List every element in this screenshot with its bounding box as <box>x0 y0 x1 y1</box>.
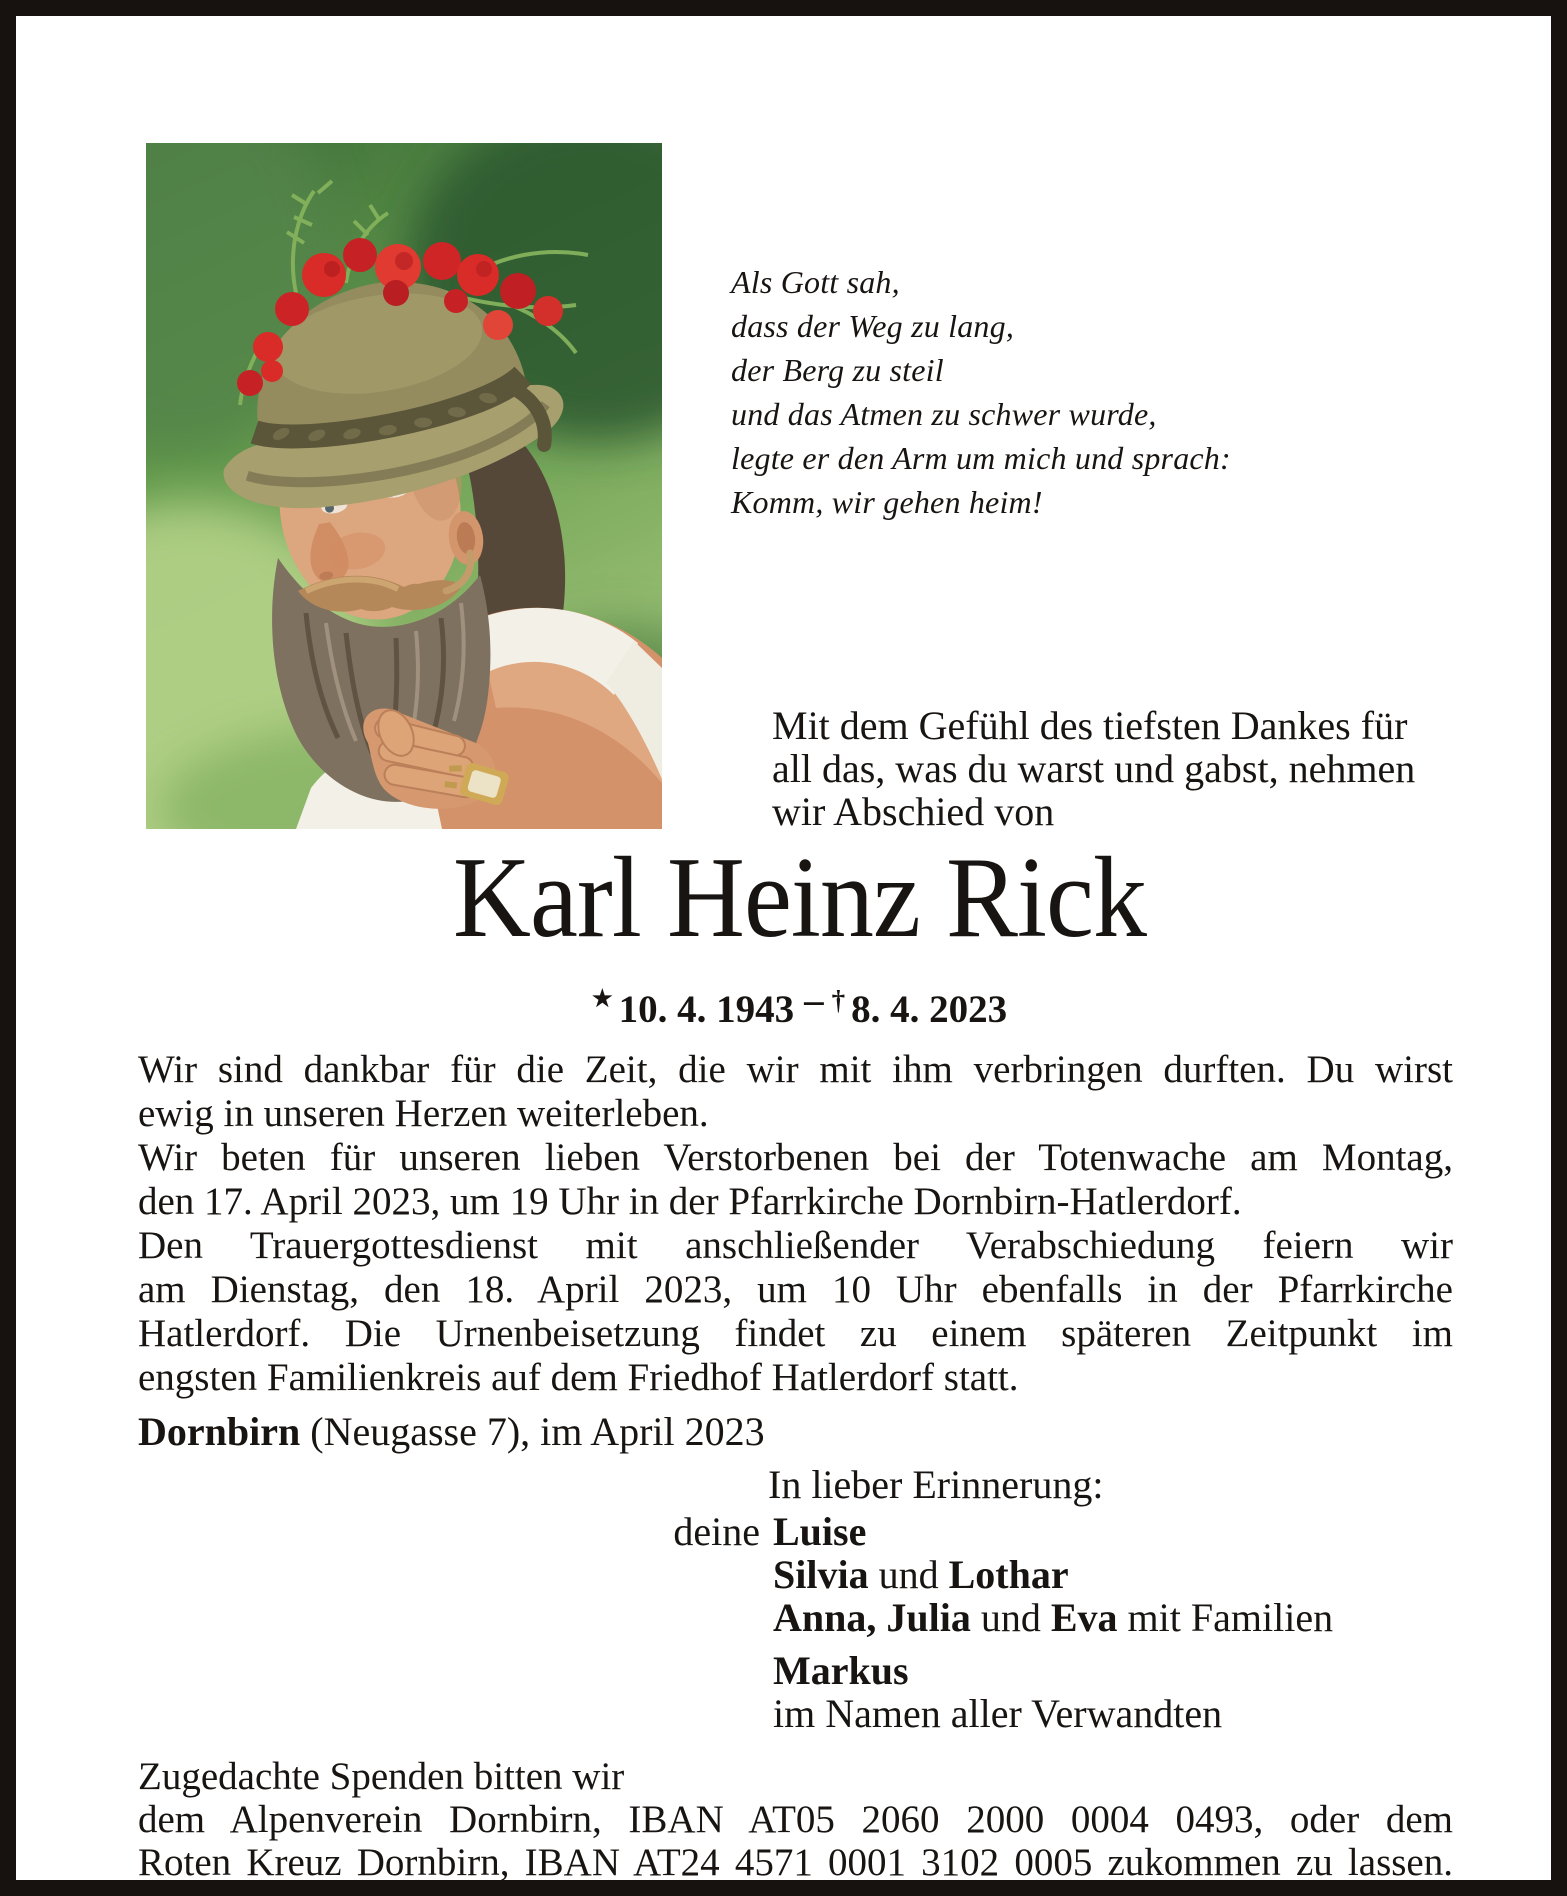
text-line: Wir sind dankbar für die Zeit, die wir mit ihm verbringen durften. Du wirst <box>138 1048 1453 1091</box>
memorial-row <box>773 1692 1333 1735</box>
regular-text: im Namen aller Verwandten <box>773 1691 1223 1736</box>
text-line: Zugedachte Spenden bitten wir <box>138 1755 625 1798</box>
text-line: Wir beten für unseren lieben Verstorbenen bei der Totenwache am Montag, <box>138 1136 1453 1179</box>
text-line: legte er den Arm um mich und sprach: <box>731 440 1231 476</box>
text-line: der Berg zu steil <box>731 352 944 388</box>
dates-separator: – <box>804 979 824 1022</box>
birth-star-icon: ★ <box>591 986 613 1011</box>
family-member-name: Anna, Julia <box>773 1595 971 1640</box>
family-member-name: Silvia <box>773 1552 869 1597</box>
text-line: dem Alpenverein Dornbirn, IBAN AT05 2060 2000 0004 0493, oder dem <box>138 1798 1453 1841</box>
text-line: engsten Familienkreis auf dem Friedhof Hatlerdorf statt. <box>138 1356 1019 1399</box>
bold-text: Dornbirn <box>138 1409 301 1454</box>
text-line: Den Trauergottesdienst mit anschließender Verabschiedung feiern wir <box>138 1224 1453 1267</box>
text-line: am Dienstag, den 18. April 2023, um 10 Uhr ebenfalls in der Pfarrkirche <box>138 1268 1453 1311</box>
family-member-name: Markus <box>773 1648 909 1693</box>
text-line: Als Gott sah, <box>731 264 900 300</box>
text-line: Mit dem Gefühl des tiefsten Dankes für <box>772 703 1408 748</box>
regular-text: und <box>970 1595 1051 1640</box>
death-date: 8. 4. 2023 <box>851 988 1008 1031</box>
family-member-name: Eva <box>1050 1595 1118 1640</box>
mourners-list <box>673 1509 1334 1736</box>
announcement-text <box>138 1048 1453 1400</box>
text-line: wir Abschied von <box>772 789 1055 834</box>
regular-text: und <box>868 1552 949 1597</box>
text-line: Hatlerdorf. Die Urnenbeisetzung findet zu einem späteren Zeitpunkt im <box>138 1312 1453 1355</box>
memorial-row <box>773 1553 1333 1596</box>
life-dates <box>32 976 1567 1033</box>
deceased-name: Karl Heinz Rick <box>452 834 1147 962</box>
regular-text: (Neugasse 7), im April 2023 <box>300 1409 765 1454</box>
donation-note <box>138 1755 1453 1884</box>
death-cross-icon: † <box>831 985 846 1015</box>
text-line: Komm, wir gehen heim! <box>731 484 1043 520</box>
text-line: ewig in unseren Herzen weiterleben. <box>138 1092 709 1135</box>
text-line: und das Atmen zu schwer wurde, <box>731 396 1157 432</box>
memorial-row <box>673 1509 1333 1554</box>
birth-date: 10. 4. 1943 <box>618 988 795 1031</box>
memorial-row <box>773 1596 1333 1639</box>
deceased-photo <box>146 143 662 829</box>
memorial-row <box>773 1649 1333 1692</box>
farewell-intro <box>772 704 1415 833</box>
regular-text: mit Familien <box>1117 1595 1334 1640</box>
family-member-name: Lothar <box>948 1552 1069 1597</box>
relation-prefix: deine <box>673 1509 760 1554</box>
text-line: dass der Weg zu lang, <box>731 308 1015 344</box>
memorial-poem <box>731 260 1231 524</box>
text-line: den 17. April 2023, um 19 Uhr in der Pfarrkirche Dornbirn-Hatlerdorf. <box>138 1180 1242 1223</box>
place-date-line <box>138 1409 765 1455</box>
text-line: all das, was du warst und gabst, nehmen <box>772 746 1416 791</box>
text-line: Roten Kreuz Dornbirn, IBAN AT24 4571 0001 3102 0005 zukommen zu lassen. <box>138 1841 1453 1884</box>
memorial-heading: In lieber Erinnerung: <box>768 1462 1104 1507</box>
family-member-name: Luise <box>773 1509 867 1554</box>
